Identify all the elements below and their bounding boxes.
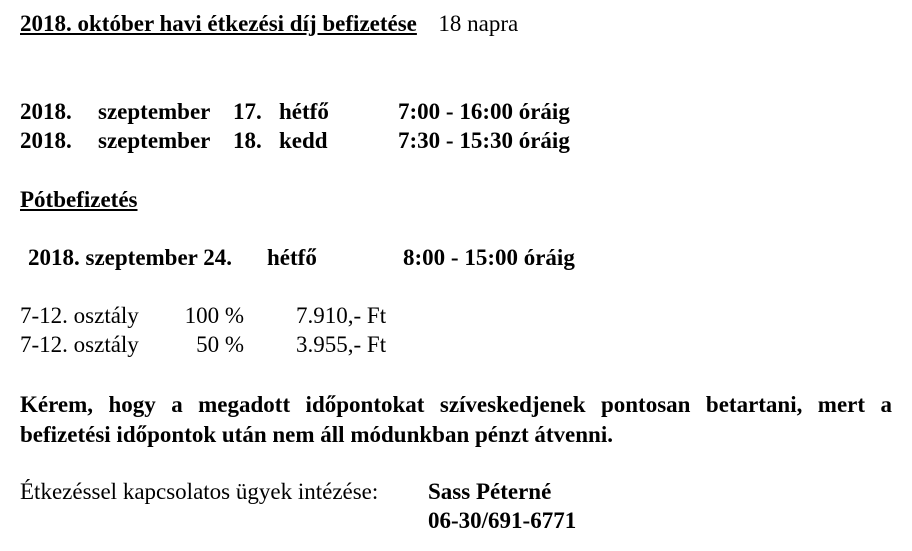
payment-hours: 7:30 - 15:30 óráig [398, 128, 570, 153]
contact-name: Sass Péterné [428, 479, 552, 504]
fee-percent: 50 % [196, 332, 244, 357]
fee-class: 7-12. osztály [20, 303, 139, 328]
page-title: 2018. október havi étkezési díj befizetése [20, 11, 417, 36]
contact-label: Étkezéssel kapcsolatos ügyek intézése: [20, 479, 379, 504]
contact-phone: 06-30/691-6771 [428, 508, 577, 533]
payment-weekday: kedd [279, 128, 328, 153]
payment-month: szeptember [98, 99, 211, 124]
notice-paragraph: Kérem, hogy a megadott időpontokat szíveskedjenek pontosan betartani, mert a befizetési időpontok után nem áll módunkban pénzt átvenni. [20, 392, 892, 447]
payment-day: 17. [233, 99, 262, 124]
payment-year: 2018. [20, 99, 72, 124]
title-suffix: 18 napra [438, 11, 519, 36]
fee-class: 7-12. osztály [20, 332, 139, 357]
late-payment-heading: Pótbefizetés [20, 187, 138, 212]
fee-percent: 100 % [184, 303, 244, 328]
fee-amount: 3.955,- Ft [296, 332, 387, 357]
late-payment-date: 2018. szeptember 24. [28, 245, 232, 270]
payment-day: 18. [233, 128, 262, 153]
late-payment-hours: 8:00 - 15:00 óráig [403, 245, 575, 270]
payment-weekday: hétfő [279, 99, 329, 124]
payment-hours: 7:00 - 16:00 óráig [398, 99, 570, 124]
title-line [20, 10, 518, 38]
payment-year: 2018. [20, 128, 72, 153]
fee-amount: 7.910,- Ft [296, 303, 387, 328]
payment-month: szeptember [98, 128, 211, 153]
late-payment-weekday: hétfő [267, 245, 317, 270]
